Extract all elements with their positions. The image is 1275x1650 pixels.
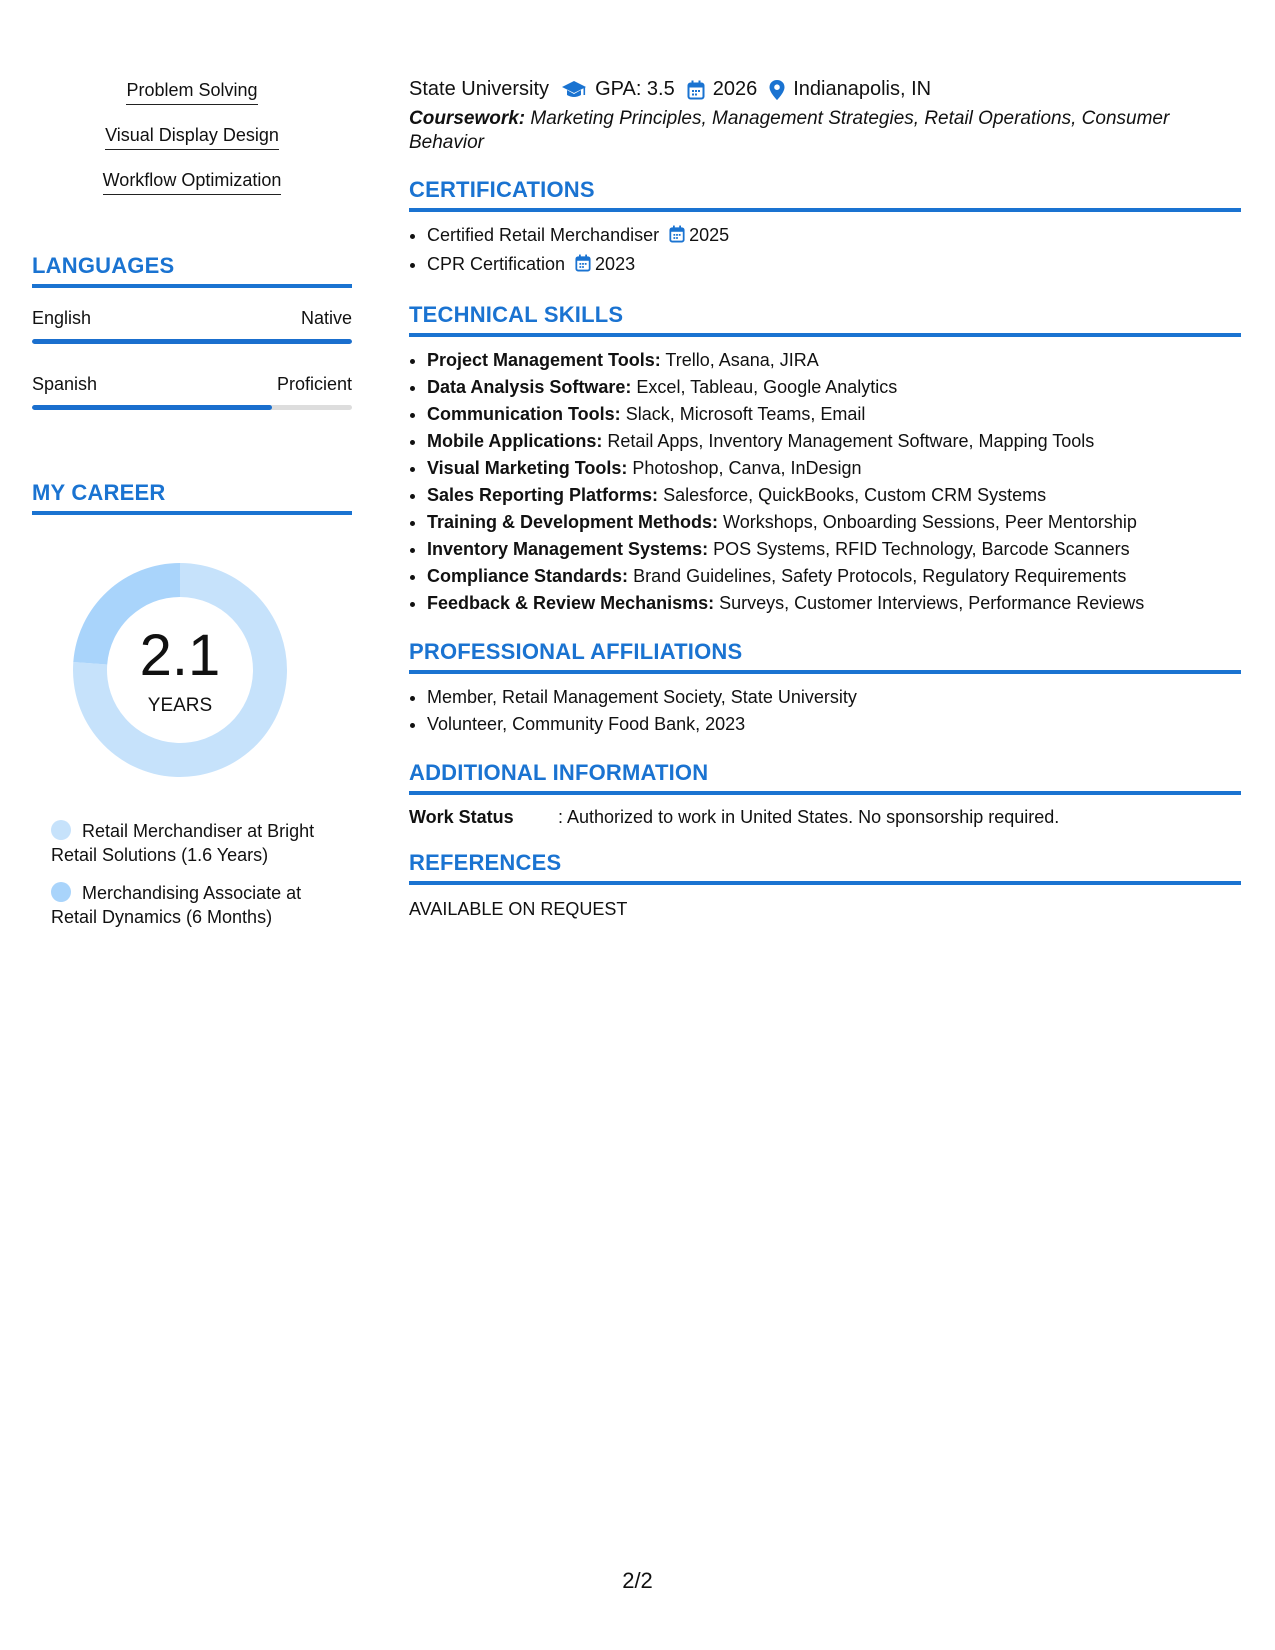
- language-level-fill: [32, 405, 272, 410]
- technical-skill-item: [427, 590, 1241, 617]
- affiliation-item: • Volunteer, Community Food Bank, 2023: [427, 711, 1241, 738]
- language-spanish: [32, 374, 352, 410]
- certification-year: 2025: [689, 225, 730, 245]
- language-level: Native: [300, 308, 352, 328]
- technical-skill-item: [427, 347, 1241, 374]
- work-status-value: : Authorized to work in United States. No sponsorship required.: [558, 807, 1060, 827]
- technical-skill-value: Retail Apps, Inventory Management Software, Mapping Tools: [607, 431, 1095, 451]
- technical-skill-label: Training & Development Methods:: [427, 512, 719, 532]
- affiliations-title: PROFESSIONAL AFFILIATIONS: [409, 639, 1241, 674]
- career-legend: [32, 819, 352, 929]
- legend-item: [51, 819, 352, 867]
- calendar-icon: [669, 224, 685, 251]
- location-pin-icon: [769, 80, 785, 100]
- technical-skill-value: POS Systems, RFID Technology, Barcode Scanners: [713, 539, 1130, 559]
- affiliations-list: [409, 684, 1241, 738]
- certification-item: [427, 251, 1241, 280]
- skill-item: Visual Display Design: [105, 125, 279, 150]
- language-level-fill: [32, 339, 352, 344]
- affiliation-item: • Member, Retail Management Society, State University: [427, 684, 1241, 711]
- graduation-cap-icon: [561, 80, 587, 100]
- technical-skill-label: Feedback & Review Mechanisms:: [427, 593, 715, 613]
- left-column: [32, 80, 352, 943]
- technical-skill-item: [427, 482, 1241, 509]
- technical-skills-title: TECHNICAL SKILLS: [409, 302, 1241, 337]
- technical-skill-label: Mobile Applications:: [427, 431, 603, 451]
- calendar-icon: [687, 80, 705, 100]
- technical-skill-item: [427, 374, 1241, 401]
- career-unit: YEARS: [147, 695, 213, 716]
- affiliations-section: [409, 639, 1241, 738]
- language-english: [32, 308, 352, 344]
- certification-item: [427, 222, 1241, 251]
- technical-skill-item: [427, 428, 1241, 455]
- technical-skill-label: Inventory Management Systems:: [427, 539, 709, 559]
- skill-item: Problem Solving: [126, 80, 257, 105]
- legend-label: Retail Merchandiser at Bright Retail Solutions (1.6 Years): [51, 821, 315, 865]
- technical-skill-item: [427, 509, 1241, 536]
- graduation-year: 2026: [712, 78, 758, 100]
- language-name: English: [32, 308, 92, 328]
- school-location: Indianapolis, IN: [793, 78, 932, 100]
- technical-skill-value: Slack, Microsoft Teams, Email: [625, 404, 866, 424]
- certification-name: Certified Retail Merchandiser: [427, 225, 660, 245]
- career-title: MY CAREER: [32, 480, 352, 515]
- technical-skill-label: Data Analysis Software:: [427, 377, 632, 397]
- references-section: [409, 850, 1241, 920]
- technical-skills-section: [409, 302, 1241, 617]
- work-status-label: Work Status: [409, 807, 514, 827]
- language-name: Spanish: [32, 374, 98, 394]
- technical-skills-list: [409, 347, 1241, 617]
- certifications-title: CERTIFICATIONS: [409, 177, 1241, 212]
- technical-skill-item: [427, 401, 1241, 428]
- languages-title: LANGUAGES: [32, 253, 352, 288]
- certification-name: CPR Certification: [427, 254, 566, 274]
- school-name: State University: [409, 78, 550, 100]
- page-number: 2/2: [622, 1568, 653, 1593]
- language-level-bar: [32, 339, 352, 344]
- work-status-row: [409, 807, 1241, 828]
- technical-skill-label: Visual Marketing Tools:: [427, 458, 628, 478]
- technical-skill-label: Compliance Standards:: [427, 566, 629, 586]
- technical-skill-value: Workshops, Onboarding Sessions, Peer Mentorship: [723, 512, 1137, 532]
- certifications-section: [409, 177, 1241, 280]
- technical-skill-value: Surveys, Customer Interviews, Performance Reviews: [719, 593, 1145, 613]
- skill-item: Workflow Optimization: [103, 170, 282, 195]
- technical-skill-value: Brand Guidelines, Safety Protocols, Regulatory Requirements: [633, 566, 1127, 586]
- technical-skill-value: Photoshop, Canva, InDesign: [632, 458, 862, 478]
- certifications-list: [409, 222, 1241, 280]
- technical-skill-label: Project Management Tools:: [427, 350, 661, 370]
- certification-year: 2023: [595, 254, 636, 274]
- language-level: Proficient: [276, 374, 352, 394]
- technical-skill-label: Communication Tools:: [427, 404, 621, 424]
- legend-dot: [51, 882, 71, 902]
- technical-skill-item: [427, 536, 1241, 563]
- additional-info-section: [409, 760, 1241, 828]
- additional-info-title: ADDITIONAL INFORMATION: [409, 760, 1241, 795]
- career-section: [32, 480, 352, 929]
- technical-skill-item: [427, 455, 1241, 482]
- right-column: [409, 78, 1241, 920]
- skills-list: [32, 80, 352, 215]
- career-donut-chart: [67, 557, 293, 783]
- legend-item: [51, 881, 352, 929]
- technical-skill-item: [427, 563, 1241, 590]
- gpa: GPA: 3.5: [595, 78, 675, 100]
- technical-skill-value: Salesforce, QuickBooks, Custom CRM Systems: [663, 485, 1047, 505]
- education-line: [409, 78, 1241, 101]
- language-level-bar: [32, 405, 352, 410]
- legend-label: Merchandising Associate at Retail Dynamics (6 Months): [51, 883, 302, 927]
- coursework-label: Coursework:: [409, 108, 526, 129]
- coursework: [409, 107, 1241, 155]
- languages-section: [32, 253, 352, 410]
- technical-skill-value: Excel, Tableau, Google Analytics: [636, 377, 898, 397]
- technical-skill-label: Sales Reporting Platforms:: [427, 485, 659, 505]
- references-title: REFERENCES: [409, 850, 1241, 885]
- calendar-icon: [575, 253, 591, 280]
- legend-dot: [51, 820, 71, 840]
- coursework-text: Marketing Principles, Management Strategies, Retail Operations, Consumer Behavior: [409, 108, 1170, 153]
- technical-skill-value: Trello, Asana, JIRA: [665, 350, 819, 370]
- references-text: AVAILABLE ON REQUEST: [409, 899, 628, 919]
- career-total: 2.1: [139, 623, 221, 688]
